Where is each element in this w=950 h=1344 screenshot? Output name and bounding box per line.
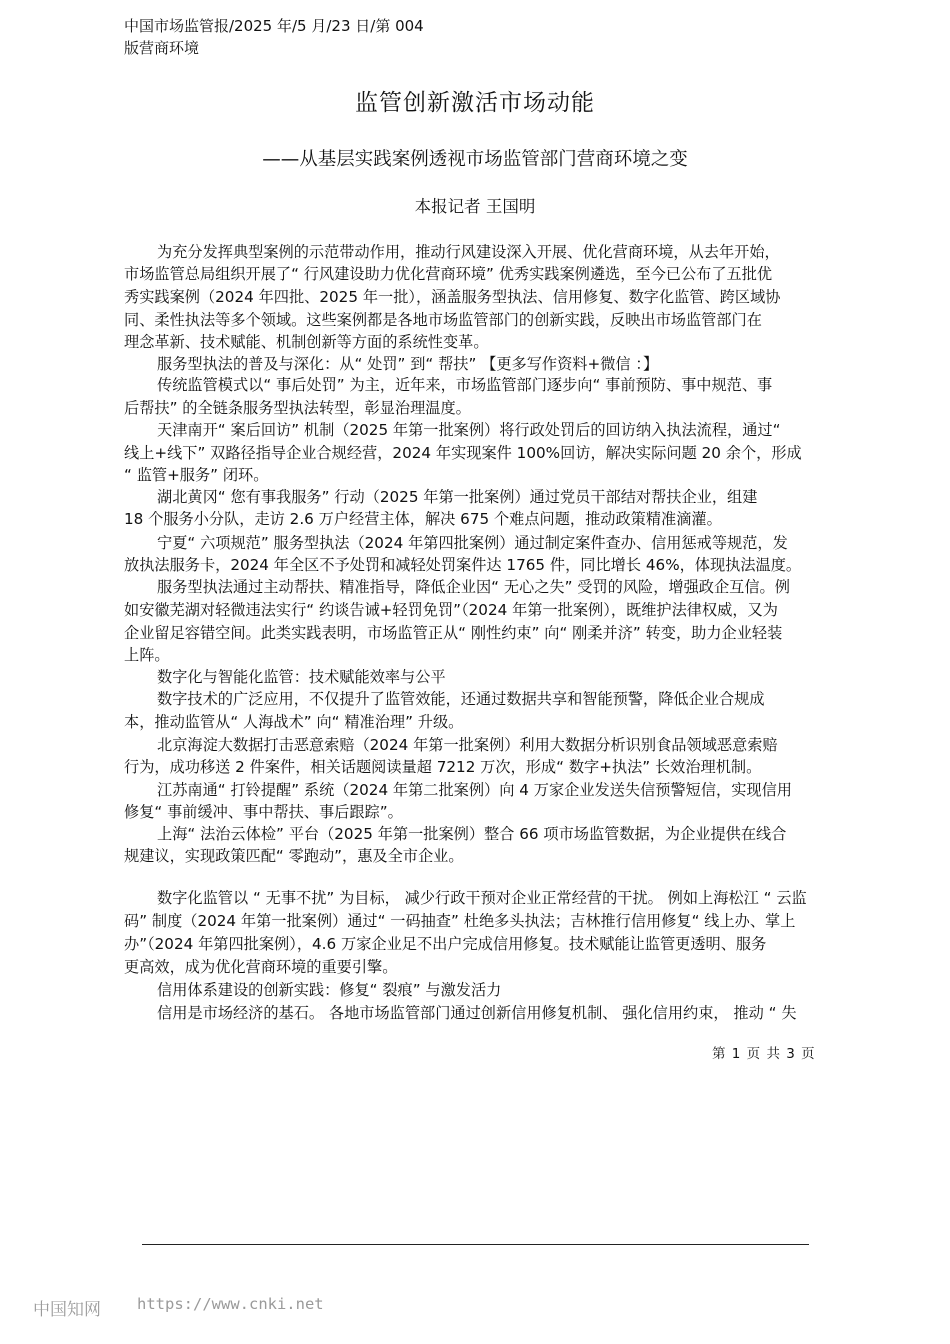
body-line: 18 个服务小分队，走访 2.6 万户经营主体，解决 675 个难点问题，推动政策精准滴灌。 (124, 510, 722, 528)
body-line: 宁夏“ 六项规范” 服务型执法（2024 年第四批案例）通过制定案件查办、信用惩戒等规范，发 (157, 534, 788, 552)
body-line: “ 监管+服务” 闭环。 (124, 466, 269, 484)
body-line: 北京海淀大数据打击恶意索赔（2024 年第一批案例）利用大数据分析识别食品领域恶意索赔 (157, 736, 778, 754)
body-line: 更高效，成为优化营商环境的重要引擎。 (124, 958, 398, 976)
cnki-watermark-url[interactable]: https://www.cnki.net (137, 1295, 324, 1313)
body-line: 理念革新、技术赋能、机制创新等方面的系统性变革。 (124, 333, 489, 351)
source-line-1: 中国市场监管报/2025 年/5 月/23 日/第 004 (124, 17, 424, 35)
body-line: 码” 制度（2024 年第一批案例）通过“ 一码抽查” 杜绝多头执法；吉林推行信用修复“ 线上办、掌上 (124, 912, 796, 930)
source-line-2: 版营商环境 (124, 39, 200, 57)
page-indicator: 第 1 页 共 3 页 (712, 1046, 816, 1062)
body-line: 传统监管模式以“ 事后处罚” 为主，近年来，市场监管部门逐步向“ 事前预防、事中规范、事 (157, 376, 773, 394)
body-line: 数字化与智能化监管：技术赋能效率与公平 (157, 668, 446, 686)
article-subtitle: ——从基层实践案例透视市场监管部门营商环境之变 (262, 149, 688, 170)
body-line: 线上+线下” 双路径指导企业合规经营，2024 年实现案件 100%回访，解决实际问题 20 余个，形成 (124, 444, 802, 462)
body-line: 天津南开“ 案后回访” 机制（2025 年第一批案例）将行政处罚后的回访纳入执法流程，通过“ (157, 421, 781, 439)
footer-divider (142, 1244, 809, 1245)
body-line: 后帮扶” 的全链条服务型执法转型，彰显治理温度。 (124, 399, 471, 417)
body-line: 数字化监管以 “ 无事不扰” 为目标， 减少行政干预对企业正常经营的干扰。 例如上海松江 “ 云监 (157, 889, 807, 907)
body-line: 企业留足容错空间。此类实践表明，市场监管正从“ 刚性约束” 向“ 刚柔并济” 转变，助力企业轻装 (124, 624, 783, 642)
body-line: 江苏南通“ 打铃提醒” 系统（2024 年第二批案例）向 4 万家企业发送失信预警短信，实现信用 (157, 781, 792, 799)
article-byline: 本报记者 王国明 (414, 197, 536, 216)
body-line: 上阵。 (124, 646, 170, 664)
body-line: 上海“ 法治云体检” 平台（2025 年第一批案例）整合 66 项市场监管数据，为企业提供在线合 (157, 825, 787, 843)
body-line: 行为，成功移送 2 件案件，相关话题阅读量超 7212 万次，形成“ 数字+执法” 长效治理机制。 (124, 758, 762, 776)
body-line: 同、柔性执法等多个领域。这些案例都是各地市场监管部门的创新实践，反映出市场监管部门在 (124, 311, 762, 329)
body-line: 湖北黄冈“ 您有事我服务” 行动（2025 年第一批案例）通过党员干部结对帮扶企业，组建 (157, 488, 758, 506)
body-line: 信用是市场经济的基石。 各地市场监管部门通过创新信用修复机制、 强化信用约束， 推动 “ 失 (157, 1004, 797, 1022)
body-line: 秀实践案例（2024 年四批、2025 年一批），涵盖服务型执法、信用修复、数字化监管、跨区域协 (124, 288, 781, 306)
body-line: 如安徽芜湖对轻微违法实行“ 约谈告诫+轻罚免罚”（2024 年第一批案例），既维护法律权威，又为 (124, 601, 778, 619)
body-line: 数字技术的广泛应用，不仅提升了监管效能，还通过数据共享和智能预警，降低企业合规成 (157, 690, 765, 708)
body-line: 服务型执法的普及与深化：从“ 处罚” 到“ 帮扶” 【更多写作资料+微信 ：】 (157, 355, 659, 373)
body-line: 办”（2024 年第四批案例），4.6 万家企业足不出户完成信用修复。技术赋能让监管更透明、服务 (124, 935, 767, 953)
body-line: 服务型执法通过主动帮扶、精准指导，降低企业因“ 无心之失” 受罚的风险，增强政企互信。例 (157, 578, 790, 596)
article-title: 监管创新激活市场动能 (355, 90, 595, 116)
body-line: 为充分发挥典型案例的示范带动作用，推动行风建设深入开展、优化营商环境，从去年开始， (157, 243, 780, 261)
body-line: 规建议，实现政策匹配“ 零跑动”，惠及全市企业。 (124, 847, 464, 865)
body-line: 信用体系建设的创新实践：修复“ 裂痕” 与激发活力 (157, 981, 502, 999)
body-line: 本，推动监管从“ 人海战术” 向“ 精准治理” 升级。 (124, 713, 464, 731)
body-line: 放执法服务卡，2024 年全区不予处罚和减轻处罚案件达 1765 件，同比增长 46%，体现执法温度。 (124, 556, 802, 574)
cnki-watermark-name: 中国知网 (33, 1300, 101, 1320)
body-line: 修复“ 事前缓冲、事中帮扶、事后跟踪”。 (124, 803, 403, 821)
body-line: 市场监管总局组织开展了“ 行风建设助力优化营商环境” 优秀实践案例遴选，至今已公布了五批优 (124, 265, 773, 283)
